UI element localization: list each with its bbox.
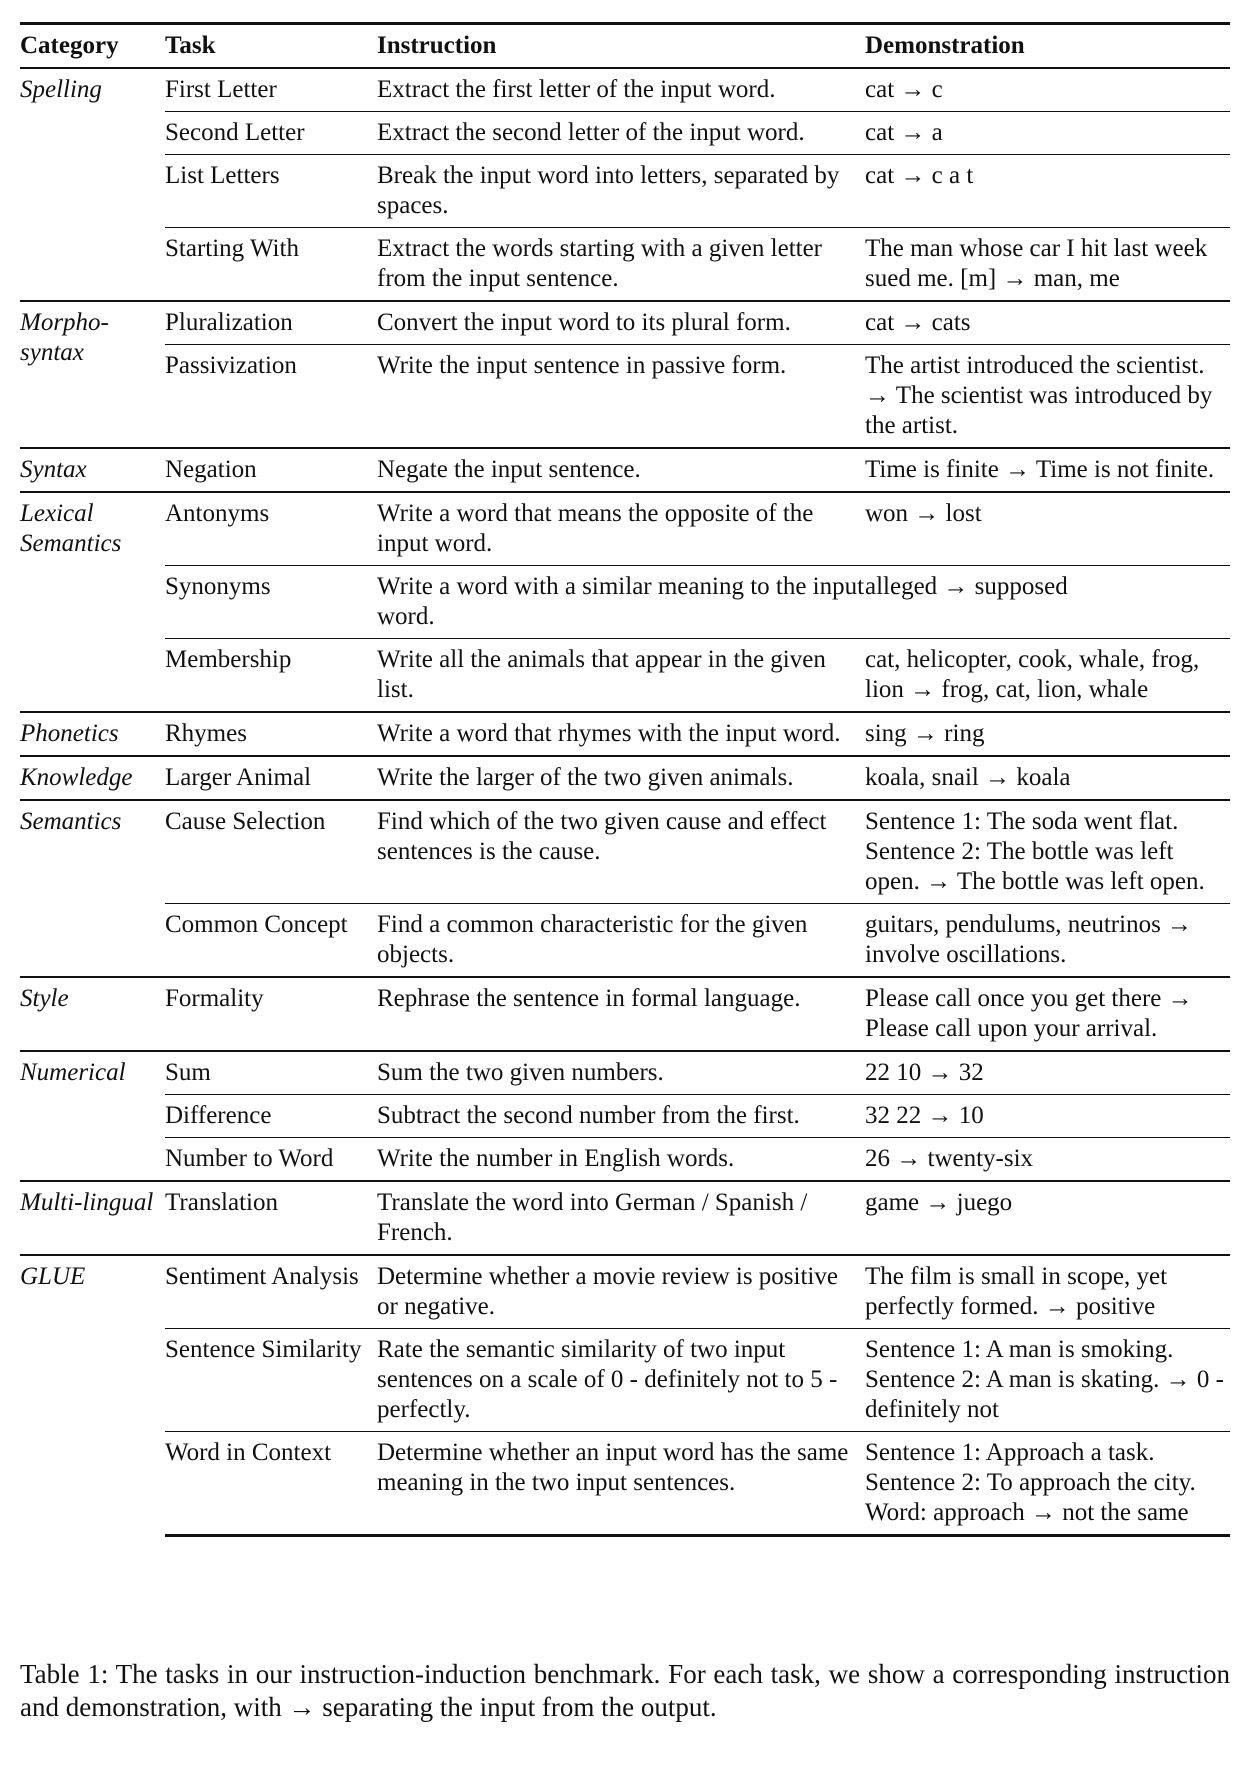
demonstration-cell: won → lost [865, 492, 1230, 566]
demonstration-cell: cat → c [865, 76, 943, 103]
category-cell: Style [20, 977, 165, 1051]
task-cell: Rhymes [165, 712, 377, 756]
category-cell: Semantics [20, 800, 165, 977]
table-row [20, 756, 1230, 800]
table-row [20, 492, 1230, 566]
table-body [20, 68, 1230, 1536]
instruction-cell: Rate the semantic similarity of two input sentences on a scale of 0 - definitely not to 5 - perfectly. [377, 1329, 865, 1432]
table-row [20, 228, 1230, 302]
demonstration-cell: The film is small in scope, yet perfectly formed. → positive [865, 1255, 1230, 1329]
table-row [20, 800, 1230, 904]
instruction-cell: Convert the input word to its plural form. [377, 301, 865, 345]
task-cell: First Letter [165, 76, 277, 103]
demonstration-cell: 26 → twenty-six [865, 1138, 1230, 1182]
table-row [20, 1095, 1230, 1138]
demonstration-cell: The artist introduced the scientist. → The scientist was introduced by the artist. [865, 345, 1230, 449]
category-cell: Spelling [20, 76, 102, 103]
demonstration-cell: guitars, pendulums, neutrinos → involve oscillations. [865, 904, 1230, 978]
table-caption: Table 1: The tasks in our instruction-induction benchmark. For each task, we show a corresponding instruction and demonstration, with → separating the input from the output. [20, 1659, 1230, 1722]
demonstration-cell: Please call once you get there → Please call upon your arrival. [865, 977, 1230, 1051]
task-cell: Second Letter [165, 112, 377, 155]
instruction-cell: Negate the input sentence. [377, 448, 865, 492]
demonstration-cell: Time is finite → Time is not finite. [865, 448, 1230, 492]
table-row [20, 1051, 1230, 1095]
demonstration-cell: cat → cats [865, 301, 1230, 345]
table-row [20, 345, 1230, 449]
instruction-cell: Write all the animals that appear in the given list. [377, 639, 865, 713]
instruction-cell: Determine whether a movie review is positive or negative. [377, 1255, 865, 1329]
task-cell: Passivization [165, 345, 377, 449]
header-demonstration: Demonstration [865, 24, 1230, 69]
table-row [20, 1138, 1230, 1182]
task-cell: Antonyms [165, 492, 377, 566]
instruction-cell: Write a word with a similar meaning to the input word. [377, 566, 865, 639]
task-cell: List Letters [165, 155, 377, 228]
task-cell: Membership [165, 639, 377, 713]
task-cell: Negation [165, 448, 377, 492]
table-row [20, 448, 1230, 492]
table-row [20, 639, 1230, 713]
task-cell: Difference [165, 1095, 377, 1138]
table-row [20, 1255, 1230, 1329]
category-cell: Phonetics [20, 712, 165, 756]
instruction-cell: Write the larger of the two given animals. [377, 756, 865, 800]
table-row [20, 566, 1230, 639]
instruction-cell: Extract the second letter of the input word. [377, 112, 865, 155]
table-row [20, 712, 1230, 756]
task-cell: Sentiment Analysis [165, 1255, 377, 1329]
instruction-cell: Sum the two given numbers. [377, 1051, 865, 1095]
instruction-cell: Subtract the second number from the first. [377, 1095, 865, 1138]
task-cell: Word in Context [165, 1432, 377, 1536]
demonstration-cell: koala, snail → koala [865, 756, 1230, 800]
header-instruction: Instruction [377, 24, 865, 69]
task-cell: Translation [165, 1181, 377, 1255]
demonstration-cell: sing → ring [865, 712, 1230, 756]
task-cell: Sentence Similarity [165, 1329, 377, 1432]
category-cell: Syntax [20, 448, 165, 492]
table-row [20, 68, 1230, 112]
task-cell: Synonyms [165, 566, 377, 639]
task-table [20, 22, 1230, 1537]
table-row [20, 904, 1230, 978]
table-row [20, 112, 1230, 155]
category-cell: Multi-lingual [20, 1181, 165, 1255]
table-row [20, 1181, 1230, 1255]
task-cell: Formality [165, 977, 377, 1051]
category-cell: Lexical Semantics [20, 492, 165, 712]
instruction-cell: Write a word that rhymes with the input word. [377, 712, 865, 756]
category-cell: GLUE [20, 1255, 165, 1536]
instruction-cell: Write the input sentence in passive form. [377, 345, 865, 449]
category-cell: Morpho-syntax [20, 301, 165, 448]
table-row [20, 301, 1230, 345]
demonstration-cell: 32 22 → 10 [865, 1095, 1230, 1138]
header-task: Task [165, 24, 377, 69]
instruction-cell: Write the number in English words. [377, 1138, 865, 1182]
task-cell: Pluralization [165, 301, 377, 345]
table-row [20, 1432, 1230, 1536]
instruction-cell: Find a common characteristic for the given objects. [377, 904, 865, 978]
demonstration-cell: cat → c a t [865, 155, 1230, 228]
instruction-cell: Determine whether an input word has the same meaning in the two input sentences. [377, 1432, 865, 1536]
demonstration-cell: alleged → supposed [865, 566, 1230, 639]
task-cell: Starting With [165, 228, 377, 302]
task-cell: Number to Word [165, 1138, 377, 1182]
instruction-cell: Find which of the two given cause and effect sentences is the cause. [377, 800, 865, 904]
header-row [20, 24, 1230, 69]
demonstration-cell: Sentence 1: A man is smoking. Sentence 2: A man is skating. → 0 - definitely not [865, 1329, 1230, 1432]
task-cell: Common Concept [165, 904, 377, 978]
instruction-cell: Break the input word into letters, separated by spaces. [377, 155, 865, 228]
instruction-cell: Write a word that means the opposite of the input word. [377, 492, 865, 566]
table-row [20, 977, 1230, 1051]
demonstration-cell: Sentence 1: The soda went flat. Sentence 2: The bottle was left open. → The bottle was left open. [865, 800, 1230, 904]
table-row [20, 155, 1230, 228]
demonstration-cell: game → juego [865, 1181, 1230, 1255]
demonstration-cell: 22 10 → 32 [865, 1051, 1230, 1095]
table-header [20, 24, 1230, 69]
task-cell: Sum [165, 1051, 377, 1095]
category-cell: Knowledge [20, 756, 165, 800]
instruction-cell: Rephrase the sentence in formal language. [377, 977, 865, 1051]
demonstration-cell: Sentence 1: Approach a task. Sentence 2: To approach the city. Word: approach → not the same [865, 1432, 1230, 1536]
task-cell: Larger Animal [165, 756, 377, 800]
table-row [20, 1329, 1230, 1432]
instruction-cell: Extract the words starting with a given letter from the input sentence. [377, 228, 865, 302]
instruction-cell: Extract the first letter of the input word. [377, 76, 776, 103]
demonstration-cell: The man whose car I hit last week sued me. [m] → man, me [865, 228, 1230, 302]
demonstration-cell: cat → a [865, 112, 1230, 155]
header-category: Category [20, 24, 165, 69]
demonstration-cell: cat, helicopter, cook, whale, frog, lion → frog, cat, lion, whale [865, 639, 1230, 713]
category-cell: Numerical [20, 1051, 165, 1181]
instruction-cell: Translate the word into German / Spanish / French. [377, 1181, 865, 1255]
task-cell: Cause Selection [165, 800, 377, 904]
